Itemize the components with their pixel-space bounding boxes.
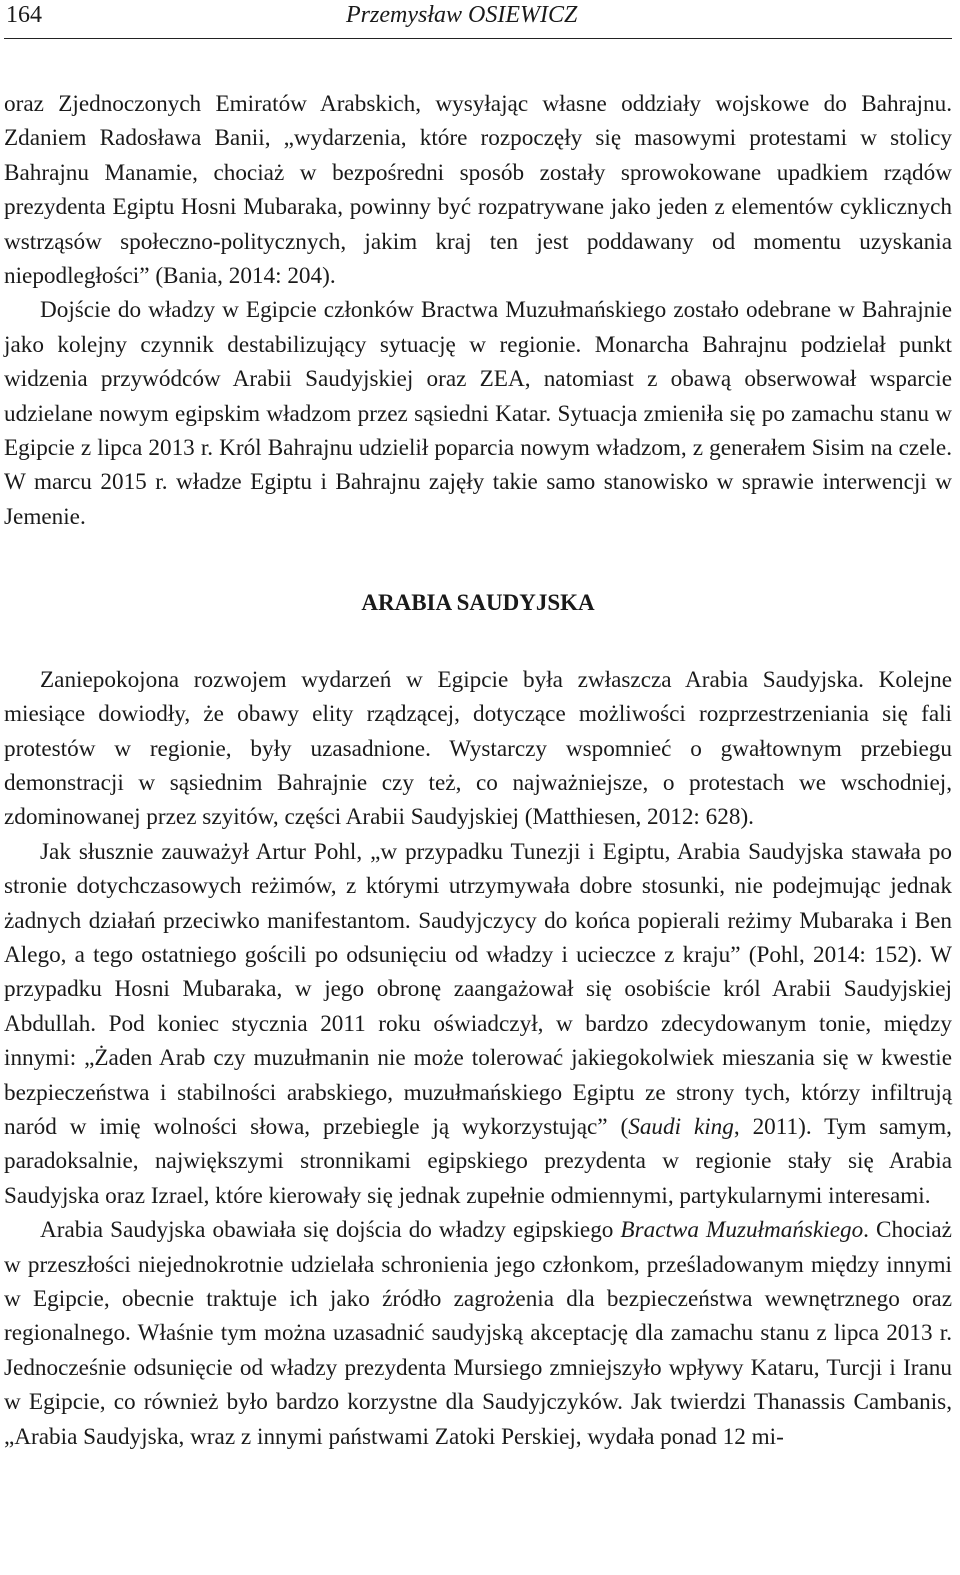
running-header [4, 0, 952, 39]
paragraph-text: Arabia Saudyjska obawiała się dojścia do władzy egipskiego [40, 1217, 621, 1244]
paragraph-text: , 2011). Tym samym, paradoksalnie, największymi stronnikami egipskiego prezydenta w regionie stały się Arabia Saudyjska oraz Izrael, które kierowały się jednak zupełnie odmiennymi, partykularnymi interesami. [4, 1113, 952, 1209]
body-text [4, 87, 952, 1454]
paragraph-text: Jak słusznie zauważył Artur Pohl, „w przypadku Tunezji i Egiptu, Arabia Saudyjska stawała po stronie dotychczasowych reżimów, z którymi utrzymywała dobre stosunki, nie podejmując jednak żadnych działań przeciwko manifestantom. Saudyjczycy do końca popierali reżimy Mubaraka i Ben Alego, a tego ostatniego gościli po odsunięciu od władzy i ucieczce z kraju” (Pohl, 2014: 152). W przypadku Hosni Mubaraka, w jego obronę zaangażował się osobiście król Arabii Saudyjskiej Abdullah. Pod koniec stycznia 2011 roku oświadczył, w bardzo zdecydowanym tonie, między innymi: „Żaden Arab czy muzułmanin nie może tolerować jakiegokolwiek mieszania się w kwestie bezpieczeństwa i stabilności arabskiego, muzułmańskiego Egiptu ze strony tych, którzy infiltrują naród w imię wolności słowa, przebiegle ją wykorzystując” ( [4, 838, 952, 1140]
paragraph [4, 835, 952, 1213]
organization-name: Bractwa Muzułmańskiego [620, 1217, 864, 1244]
paragraph: Zaniepokojona rozwojem wydarzeń w Egipcie była zwłaszcza Arabia Saudyjska. Kolejne miesiące dowiodły, że obawy elity rządzącej, dotyczące możliwości rozprzestrzeniania się fali protestów w regionie, były uzasadnione. Wystarczy wspomnieć o gwałtownym przebiegu demonstracji w sąsiednim Bahrajnie czy też, co najważniejsze, o protestach we wschodniej, zdominowanej przez szyitów, części Arabii Saudyjskiej (Matthiesen, 2012: 628). [4, 666, 952, 831]
source-title: Saudi king [628, 1113, 734, 1140]
page-number: 164 [6, 2, 42, 28]
paragraph-continuation: oraz Zjednoczonych Emiratów Arabskich, wysyłając własne oddziały wojskowe do Bahrajnu. Zdaniem Radosława Banii, „wydarzenia, które rozpoczęły się masowymi protestami w stolicy Bahrajnu Manamie, chociaż w bezpośredni sposób zostały sprowokowane upadkiem rządów prezydenta Egiptu Hosni Mubaraka, powinny być rozpatrywane jako jeden z elementów cyklicznych wstrząsów społeczno-politycznych, jakim kraj ten jest poddawany od momentu uzyskania niepodległości” (Bania, 2014: 204). [4, 91, 952, 290]
paragraph [4, 1213, 952, 1454]
running-author: Przemysław OSIEWICZ [346, 2, 578, 28]
paragraph: Dojście do władzy w Egipcie członków Bractwa Muzułmańskiego zostało odebrane w Bahrajnie jako kolejny czynnik destabilizujący sytuację w regionie. Monarcha Bahrajnu podzielał punkt widzenia przywódców Arabii Saudyjskiej oraz ZEA, natomiast z obawą obserwował wsparcie udzielane nowym egipskim władzom przez sąsiedni Katar. Sytuacja zmieniła się po zamachu stanu w Egipcie z lipca 2013 r. Król Bahrajnu udzielił poparcia nowym władzom, z generałem Sisim na czele. W marcu 2015 r. władze Egiptu i Bahrajnu zajęły takie samo stanowisko w sprawie interwencji w Jemenie. [4, 297, 952, 530]
paragraph-text: . Chociaż w przeszłości niejednokrotnie udzielała schronienia jego członkom, prześladowanym między innymi w Egipcie, obecnie traktuje ich jako źródło zagrożenia dla bezpieczeństwa wewnętrznego oraz regionalnego. Właśnie tym można uzasadnić saudyjską akceptację dla zamachu stanu z lipca 2013 r. Jednocześnie odsunięcie od władzy prezydenta Mursiego zmniejszyło wpływy Kataru, Turcji i Iranu w Egipcie, co również było bardzo korzystne dla Saudyjczyków. Jak twierdzi Thanassis Cambanis, „Arabia Saudyjska, wraz z innymi państwami Zatoki Perskiej, wydała ponad 12 mi- [4, 1217, 952, 1450]
section-heading: ARABIA SAUDYJSKA [361, 590, 595, 616]
